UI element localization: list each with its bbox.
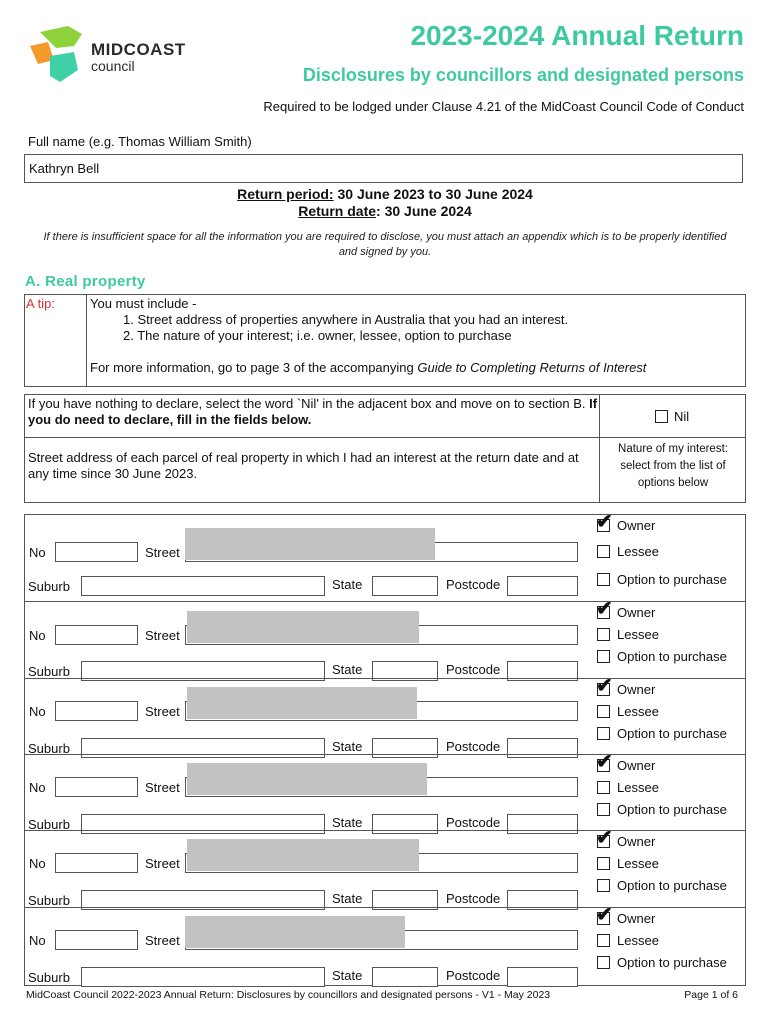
- redacted-block: [185, 916, 405, 948]
- redacted-block: [187, 687, 417, 719]
- state-label: State: [332, 662, 363, 677]
- owner-checkbox[interactable]: [596, 751, 613, 773]
- option-label: Option to purchase: [617, 649, 727, 664]
- no-label: No: [29, 628, 46, 643]
- owner-option[interactable]: [596, 675, 656, 697]
- postcode-label: Postcode: [446, 662, 501, 677]
- page-number: Page 1 of 6: [684, 989, 738, 1001]
- option-to-purchase-option[interactable]: [597, 572, 727, 587]
- checkmark-icon: ✔: [596, 751, 613, 773]
- required-text: Required to be lodged under Clause 4.21 of the MidCoast Council Code of Conduct: [263, 99, 744, 114]
- return-date-value: : 30 June 2024: [376, 203, 472, 219]
- option-to-purchase-option[interactable]: [597, 802, 727, 817]
- owner-label: Owner: [617, 518, 656, 533]
- checkmark-icon: ✔: [596, 904, 613, 926]
- option-checkbox[interactable]: [597, 650, 610, 663]
- option-label: Option to purchase: [617, 955, 727, 970]
- redacted-block: [187, 611, 419, 643]
- return-period-label: Return period:: [237, 186, 334, 202]
- owner-label: Owner: [617, 605, 656, 620]
- option-label: Option to purchase: [617, 572, 727, 587]
- lessee-option[interactable]: [597, 704, 659, 719]
- owner-checkbox[interactable]: [596, 904, 613, 926]
- lessee-option[interactable]: [597, 544, 659, 559]
- option-to-purchase-option[interactable]: [597, 878, 727, 893]
- option-checkbox[interactable]: [597, 879, 610, 892]
- checkmark-icon: ✔: [596, 675, 613, 697]
- lessee-checkbox[interactable]: [597, 705, 610, 718]
- postcode-field[interactable]: [507, 967, 578, 987]
- insufficient-space-note: If there is insufficient space for all the information you are required to disclose, you must attach an appendix which is to be properly identified and signed by you.: [43, 231, 727, 258]
- suburb-label: Suburb: [28, 970, 70, 985]
- state-label: State: [332, 739, 363, 754]
- tip-line: 2. The nature of your interest; i.e. owner, lessee, option to purchase: [123, 328, 512, 343]
- no-label: No: [29, 545, 46, 560]
- option-checkbox[interactable]: [597, 803, 610, 816]
- lessee-checkbox[interactable]: [597, 545, 610, 558]
- nil-text-normal: If you have nothing to declare, select the word `Nil' in the adjacent box and move on to section B.: [28, 396, 590, 411]
- no-label: No: [29, 856, 46, 871]
- nil-option[interactable]: [655, 409, 689, 424]
- guide-title: Guide to Completing Returns of Interest: [417, 360, 647, 375]
- street-address-heading: Street address of each parcel of real property in which I had an interest at the return date and at any time since 30 June 2023.: [28, 450, 579, 481]
- postcode-label: Postcode: [446, 891, 501, 906]
- option-checkbox[interactable]: [597, 956, 610, 969]
- street-label: Street: [145, 545, 180, 560]
- owner-label: Owner: [617, 758, 656, 773]
- suburb-label: Suburb: [28, 664, 70, 679]
- section-a-title: A. Real property: [25, 273, 146, 290]
- option-to-purchase-option[interactable]: [597, 955, 727, 970]
- logo-text-council: council: [91, 58, 135, 74]
- postcode-field[interactable]: [507, 576, 578, 596]
- option-to-purchase-option[interactable]: [597, 726, 727, 741]
- tip-line: 1. Street address of properties anywhere in Australia that you had an interest.: [123, 312, 569, 327]
- property-row: [24, 598, 746, 679]
- state-label: State: [332, 815, 363, 830]
- lessee-label: Lessee: [617, 544, 659, 559]
- owner-checkbox[interactable]: [596, 511, 613, 533]
- owner-option[interactable]: [596, 904, 656, 926]
- nil-divider: [599, 394, 600, 503]
- property-row: [24, 751, 746, 832]
- postcode-label: Postcode: [446, 815, 501, 830]
- option-checkbox[interactable]: [597, 727, 610, 740]
- state-field[interactable]: [372, 576, 438, 596]
- nil-divider: [24, 437, 746, 438]
- street-label: Street: [145, 704, 180, 719]
- checkmark-icon: ✔: [596, 598, 613, 620]
- option-label: Option to purchase: [617, 726, 727, 741]
- property-row: [24, 675, 746, 756]
- nil-instructions: [28, 396, 598, 428]
- no-label: No: [29, 780, 46, 795]
- lessee-label: Lessee: [617, 627, 659, 642]
- state-label: State: [332, 577, 363, 592]
- owner-option[interactable]: [596, 827, 656, 849]
- owner-label: Owner: [617, 834, 656, 849]
- lessee-label: Lessee: [617, 780, 659, 795]
- nil-label: Nil: [674, 409, 690, 424]
- option-to-purchase-option[interactable]: [597, 649, 727, 664]
- tip-label: A tip:: [26, 296, 55, 311]
- no-field[interactable]: [55, 777, 138, 797]
- tip-divider: [86, 294, 87, 387]
- nature-of-interest-heading: Nature of my interest: select from the list of options below: [618, 443, 728, 489]
- lessee-label: Lessee: [617, 856, 659, 871]
- page-subtitle: Disclosures by councillors and designated persons: [302, 65, 744, 85]
- lessee-option[interactable]: [597, 856, 659, 871]
- tip-line: You must include -: [90, 296, 197, 311]
- lessee-checkbox[interactable]: [597, 628, 610, 641]
- owner-checkbox[interactable]: [596, 675, 613, 697]
- nil-checkbox[interactable]: [655, 410, 668, 423]
- street-label: Street: [145, 780, 180, 795]
- lessee-option[interactable]: [597, 933, 659, 948]
- return-date-label: Return date: [298, 203, 377, 219]
- page-title: 2023-2024 Annual Return: [410, 20, 744, 51]
- tip-more-prefix: For more information, go to page 3 of the accompanying: [90, 360, 418, 375]
- lessee-checkbox[interactable]: [597, 857, 610, 870]
- suburb-label: Suburb: [28, 579, 70, 594]
- postcode-label: Postcode: [446, 739, 501, 754]
- no-label: No: [29, 933, 46, 948]
- redacted-block: [187, 839, 419, 871]
- lessee-checkbox[interactable]: [597, 781, 610, 794]
- redacted-block: [185, 528, 435, 560]
- postcode-label: Postcode: [446, 968, 501, 983]
- owner-option[interactable]: [596, 751, 656, 773]
- no-field[interactable]: [55, 625, 138, 645]
- owner-checkbox[interactable]: [596, 827, 613, 849]
- redacted-block: [187, 763, 427, 795]
- tip-more-info: [90, 360, 646, 375]
- state-label: State: [332, 968, 363, 983]
- logo-text-midcoast: MIDCOAST: [91, 40, 186, 59]
- suburb-field[interactable]: [81, 967, 325, 987]
- footer-text: MidCoast Council 2022-2023 Annual Return: Disclosures by councillors and designated persons - V1 - May 2023: [26, 989, 551, 1001]
- street-label: Street: [145, 933, 180, 948]
- return-period-value: 30 June 2023 to 30 June 2024: [333, 186, 533, 202]
- owner-option[interactable]: [596, 598, 656, 620]
- postcode-label: Postcode: [446, 577, 501, 592]
- suburb-field[interactable]: [81, 576, 325, 596]
- lessee-label: Lessee: [617, 704, 659, 719]
- checkmark-icon: ✔: [596, 511, 613, 533]
- no-field[interactable]: [55, 701, 138, 721]
- checkmark-icon: ✔: [596, 827, 613, 849]
- full-name-label: Full name (e.g. Thomas William Smith): [28, 134, 252, 149]
- owner-option[interactable]: [596, 511, 656, 533]
- nil-text-bold: If you do need to declare, fill in the fields below.: [28, 396, 598, 427]
- owner-label: Owner: [617, 911, 656, 926]
- option-label: Option to purchase: [617, 878, 727, 893]
- option-label: Option to purchase: [617, 802, 727, 817]
- no-field[interactable]: [55, 930, 138, 950]
- suburb-label: Suburb: [28, 741, 70, 756]
- owner-checkbox[interactable]: [596, 598, 613, 620]
- lessee-checkbox[interactable]: [597, 934, 610, 947]
- full-name-field[interactable]: Kathryn Bell: [24, 154, 743, 183]
- property-row: [24, 511, 746, 602]
- no-label: No: [29, 704, 46, 719]
- street-label: Street: [145, 856, 180, 871]
- property-row: [24, 904, 746, 986]
- property-row: [24, 827, 746, 908]
- state-label: State: [332, 891, 363, 906]
- lessee-label: Lessee: [617, 933, 659, 948]
- lessee-option[interactable]: [597, 780, 659, 795]
- street-label: Street: [145, 628, 180, 643]
- lessee-option[interactable]: [597, 627, 659, 642]
- no-field[interactable]: [55, 853, 138, 873]
- state-field[interactable]: [372, 967, 438, 987]
- suburb-label: Suburb: [28, 817, 70, 832]
- no-field[interactable]: [55, 542, 138, 562]
- owner-label: Owner: [617, 682, 656, 697]
- return-period: [0, 186, 770, 220]
- suburb-label: Suburb: [28, 893, 70, 908]
- option-checkbox[interactable]: [597, 573, 610, 586]
